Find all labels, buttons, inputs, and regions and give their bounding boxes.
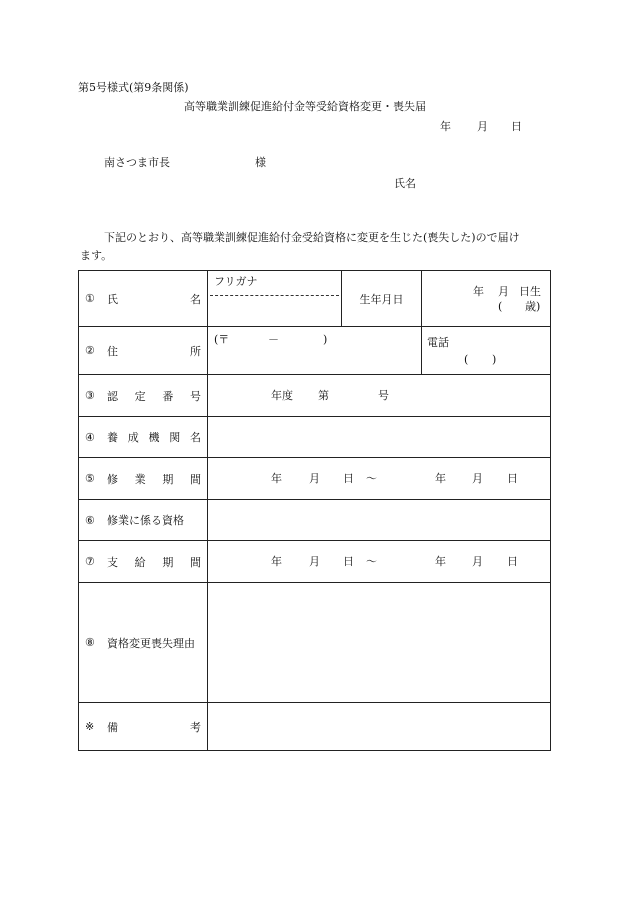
cert-nendo: 年度 — [271, 389, 293, 402]
qualification-input-cell[interactable] — [208, 500, 551, 541]
label-char: 期 — [162, 555, 174, 569]
applicant-name-label: 氏名 — [394, 177, 416, 190]
intro-text-line1: 下記のとおり、高等職業訓練促進給付金受給資格に変更を生じた(喪失した)ので届け — [104, 231, 520, 244]
row-payment-period — [79, 541, 551, 583]
row-number: ② — [85, 344, 95, 357]
label-char: 養 — [107, 431, 118, 444]
birth-month: 月 — [498, 285, 509, 298]
label-reason — [79, 583, 208, 703]
phone-paren-open: ( — [464, 353, 469, 366]
label-char: 認 — [107, 389, 118, 403]
date-month: 月 — [477, 120, 488, 133]
end-day: 日 — [507, 555, 518, 568]
label-char: 支 — [107, 555, 118, 569]
label-char: 所 — [190, 344, 201, 358]
cert-go: 号 — [378, 389, 389, 402]
row-number: ③ — [85, 389, 95, 402]
label-char: 業 — [134, 472, 146, 486]
label-char: 成 — [127, 431, 139, 444]
label-qualification — [79, 500, 208, 541]
label-char: 号 — [189, 389, 201, 403]
application-form-table — [78, 270, 551, 751]
label-char: 備 — [107, 720, 118, 734]
reason-input-cell[interactable] — [208, 583, 551, 703]
row-cert-number — [79, 375, 551, 417]
date-day: 日 — [511, 120, 522, 133]
label-char: 機 — [148, 431, 160, 444]
row-qualification — [79, 500, 551, 541]
postal-mark: (〒 — [214, 333, 230, 346]
label-char: 氏 — [107, 292, 118, 306]
birth-year: 年 — [473, 285, 484, 298]
row-institution — [79, 417, 551, 458]
label-char: 名 — [190, 431, 201, 444]
tilde-separator: ～ — [366, 472, 377, 485]
label-payment-period — [79, 541, 208, 583]
start-year: 年 — [271, 555, 282, 568]
end-day: 日 — [507, 472, 518, 485]
start-month: 月 — [309, 472, 320, 485]
end-year: 年 — [435, 472, 446, 485]
row-reason — [79, 583, 551, 703]
row-number: ⑥ — [85, 513, 95, 527]
tilde-separator: ～ — [366, 555, 377, 568]
date-year: 年 — [440, 120, 451, 133]
phone-label: 電話 — [427, 336, 449, 349]
row-number: ④ — [85, 430, 95, 444]
row-name — [79, 271, 551, 327]
address-input-cell[interactable] — [208, 327, 422, 375]
label-char: 考 — [190, 720, 201, 734]
label-char: 名 — [190, 292, 201, 306]
label-name — [79, 271, 208, 327]
cert-number-input-cell[interactable] — [208, 375, 551, 417]
row-number: ※ — [85, 720, 95, 733]
start-day: 日 — [343, 555, 354, 568]
label-cert-number — [79, 375, 208, 417]
end-month: 月 — [472, 555, 483, 568]
birthdate-label-cell — [342, 271, 422, 327]
label-address — [79, 327, 208, 375]
postal-close: ) — [323, 333, 328, 346]
form-number: 第5号様式(第9条関係) — [78, 81, 189, 94]
start-year: 年 — [271, 472, 282, 485]
addressee-honorific: 様 — [255, 156, 266, 169]
furigana-divider — [210, 295, 339, 296]
label-char: 期 — [162, 472, 174, 486]
payment-period-input-cell[interactable] — [208, 541, 551, 583]
age-label: 歳) — [525, 300, 541, 313]
start-month: 月 — [309, 555, 320, 568]
label-institution — [79, 417, 208, 458]
end-year: 年 — [435, 555, 446, 568]
label-char: 定 — [134, 389, 146, 403]
row-address — [79, 327, 551, 375]
birth-day: 日生 — [519, 285, 541, 298]
label-char: 間 — [189, 555, 201, 569]
label-char: 修 — [107, 472, 118, 486]
phone-cell[interactable] — [422, 327, 551, 375]
cert-dai: 第 — [318, 389, 329, 402]
birthdate-input-cell[interactable] — [422, 271, 551, 327]
label-text: 資格変更喪失理由 — [107, 636, 195, 650]
label-char: 関 — [169, 431, 181, 444]
birthdate-label: 生年月日 — [359, 292, 404, 306]
label-char: 住 — [107, 344, 118, 358]
label-char: 番 — [162, 389, 174, 403]
label-study-period — [79, 458, 208, 500]
remarks-input-cell[interactable] — [208, 703, 551, 751]
document-title: 高等職業訓練促進給付金等受給資格変更・喪失届 — [184, 100, 426, 113]
institution-input-cell[interactable] — [208, 417, 551, 458]
row-remarks — [79, 703, 551, 751]
row-number: ⑧ — [85, 636, 95, 649]
addressee-name: 南さつま市長 — [104, 156, 170, 169]
label-char: 間 — [189, 472, 201, 486]
phone-paren-close: ) — [492, 353, 497, 366]
intro-text-line2: ます。 — [80, 249, 113, 262]
label-char: 給 — [134, 555, 146, 569]
age-open-paren: ( — [498, 300, 503, 313]
end-month: 月 — [472, 472, 483, 485]
postal-dash: － — [268, 333, 279, 346]
start-day: 日 — [343, 472, 354, 485]
row-number: ⑤ — [85, 472, 95, 485]
name-input-cell[interactable] — [208, 271, 342, 327]
row-number: ① — [85, 292, 95, 305]
label-text: 修業に係る資格 — [107, 514, 184, 527]
row-study-period — [79, 458, 551, 500]
study-period-input-cell[interactable] — [208, 458, 551, 500]
label-remarks — [79, 703, 208, 751]
row-number: ⑦ — [85, 555, 95, 568]
furigana-label: フリガナ — [214, 275, 258, 288]
